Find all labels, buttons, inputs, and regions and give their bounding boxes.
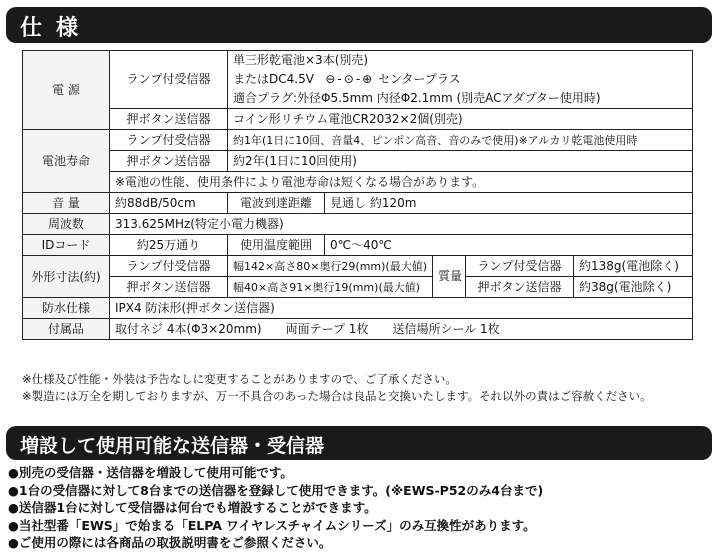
weight-transmitter-name: 押ボタン送信器	[466, 277, 574, 298]
water-value: IPX4 防沫形(押ボタン送信器)	[110, 298, 693, 319]
temp-value: 0℃〜40℃	[325, 235, 693, 256]
bullet-item: ●1台の受信器に対して8台までの送信器を登録して使用できます。(※EWS-P52のみ4台まで)	[8, 482, 544, 498]
note-line: ※製造には万全を期しておりますが、万一不具合のあった場合は良品と交換いたします。それ以外の責はご容赦ください。	[22, 389, 652, 403]
temp-label: 使用温度範囲	[228, 235, 325, 256]
volume-value: 約88dB/50cm	[110, 193, 228, 214]
power-receiver-line: 単三形乾電池×3本(別売)	[233, 53, 369, 67]
range-value: 見通し 約120m	[325, 193, 693, 214]
power-transmitter-name: 押ボタン送信器	[110, 109, 228, 130]
table-row	[23, 193, 693, 214]
acc-value: 取付ネジ 4本(Φ3×20mm) 両面テープ 1枚 送信場所シール 1枚	[110, 319, 693, 340]
dim-transmitter-name: 押ボタン送信器	[110, 277, 228, 298]
battery-label: 電池寿命	[23, 130, 110, 193]
freq-label: 周波数	[23, 214, 110, 235]
bullet-item: ●送信器1台に対して受信器は何台でも増設することができます。	[8, 500, 377, 515]
power-receiver-name: ランプ付受信器	[110, 51, 228, 109]
power-receiver-cell	[228, 51, 693, 109]
table-row	[23, 172, 693, 193]
table-row	[23, 130, 693, 151]
water-label: 防水仕様	[23, 298, 110, 319]
battery-transmitter-value: 約2年(1日に10回使用)	[228, 151, 693, 172]
table-row	[23, 277, 693, 298]
dim-transmitter-value: 幅40×高さ91×奥行19(mm)(最大値)	[228, 277, 433, 298]
spec-header-title: 仕様	[20, 16, 93, 41]
dim-label: 外形寸法(約)	[23, 256, 110, 298]
power-label: 電 源	[23, 51, 110, 130]
notes	[22, 371, 652, 405]
expansion-header-bar	[6, 426, 712, 460]
battery-receiver-value: 約1年(1日に10回、音量4、ピンポン高音、音のみで使用)※アルカリ乾電池使用時	[228, 130, 693, 151]
weight-receiver-value: 約138g(電池除く)	[574, 256, 693, 277]
power-receiver-line	[233, 70, 687, 89]
power-receiver-line: 適合プラグ:外径Φ5.5mm 内径Φ2.1mm (別売ACアダプター使用時)	[233, 91, 601, 105]
range-label: 電波到達距離	[228, 193, 325, 214]
table-row	[23, 51, 693, 109]
table-row	[23, 256, 693, 277]
battery-note: ※電池の性能、使用条件により電池寿命は短くなる場合があります。	[110, 172, 693, 193]
id-value: 約25万通り	[110, 235, 228, 256]
weight-label: 質量	[433, 256, 466, 298]
table-row	[23, 235, 693, 256]
center-plus-polarity-icon: ⊖-⊙-⊕	[325, 72, 375, 86]
expansion-header-title: 増設して使用可能な送信器・受信器	[20, 435, 325, 457]
bullet-item: ●ご使用の際には各商品の取扱説明書をご参照ください。	[8, 535, 332, 550]
dc-voltage: またはDC4.5V	[233, 72, 314, 86]
weight-receiver-name: ランプ付受信器	[466, 256, 574, 277]
id-label: IDコード	[23, 235, 110, 256]
bullet-item: ●別売の受信器・送信器を増設して使用可能です。	[8, 465, 293, 480]
bullet-item: ●当社型番「EWS」で始まる「ELPA ワイヤレスチャイムシリーズ」のみ互換性があります。	[8, 517, 536, 533]
spec-table	[22, 50, 693, 340]
volume-label: 音 量	[23, 193, 110, 214]
battery-receiver-name: ランプ付受信器	[110, 130, 228, 151]
expansion-bullets	[8, 464, 543, 552]
table-row	[23, 214, 693, 235]
table-row	[23, 298, 693, 319]
table-row	[23, 109, 693, 130]
freq-value: 313.625MHz(特定小電力機器)	[110, 214, 693, 235]
table-row	[23, 319, 693, 340]
power-transmitter-value: コイン形リチウム電池CR2032×2個(別売)	[228, 109, 693, 130]
dim-receiver-name: ランプ付受信器	[110, 256, 228, 277]
dim-receiver-value: 幅142×高さ80×奥行29(mm)(最大値)	[228, 256, 433, 277]
battery-transmitter-name: 押ボタン送信器	[110, 151, 228, 172]
weight-transmitter-value: 約38g(電池除く)	[574, 277, 693, 298]
acc-label: 付属品	[23, 319, 110, 340]
note-line: ※仕様及び性能・外装は予告なしに変更することがありますので、ご了承ください。	[22, 372, 457, 386]
spec-header-bar	[6, 7, 712, 43]
table-row	[23, 151, 693, 172]
center-plus-label: センタープラス	[378, 72, 461, 86]
